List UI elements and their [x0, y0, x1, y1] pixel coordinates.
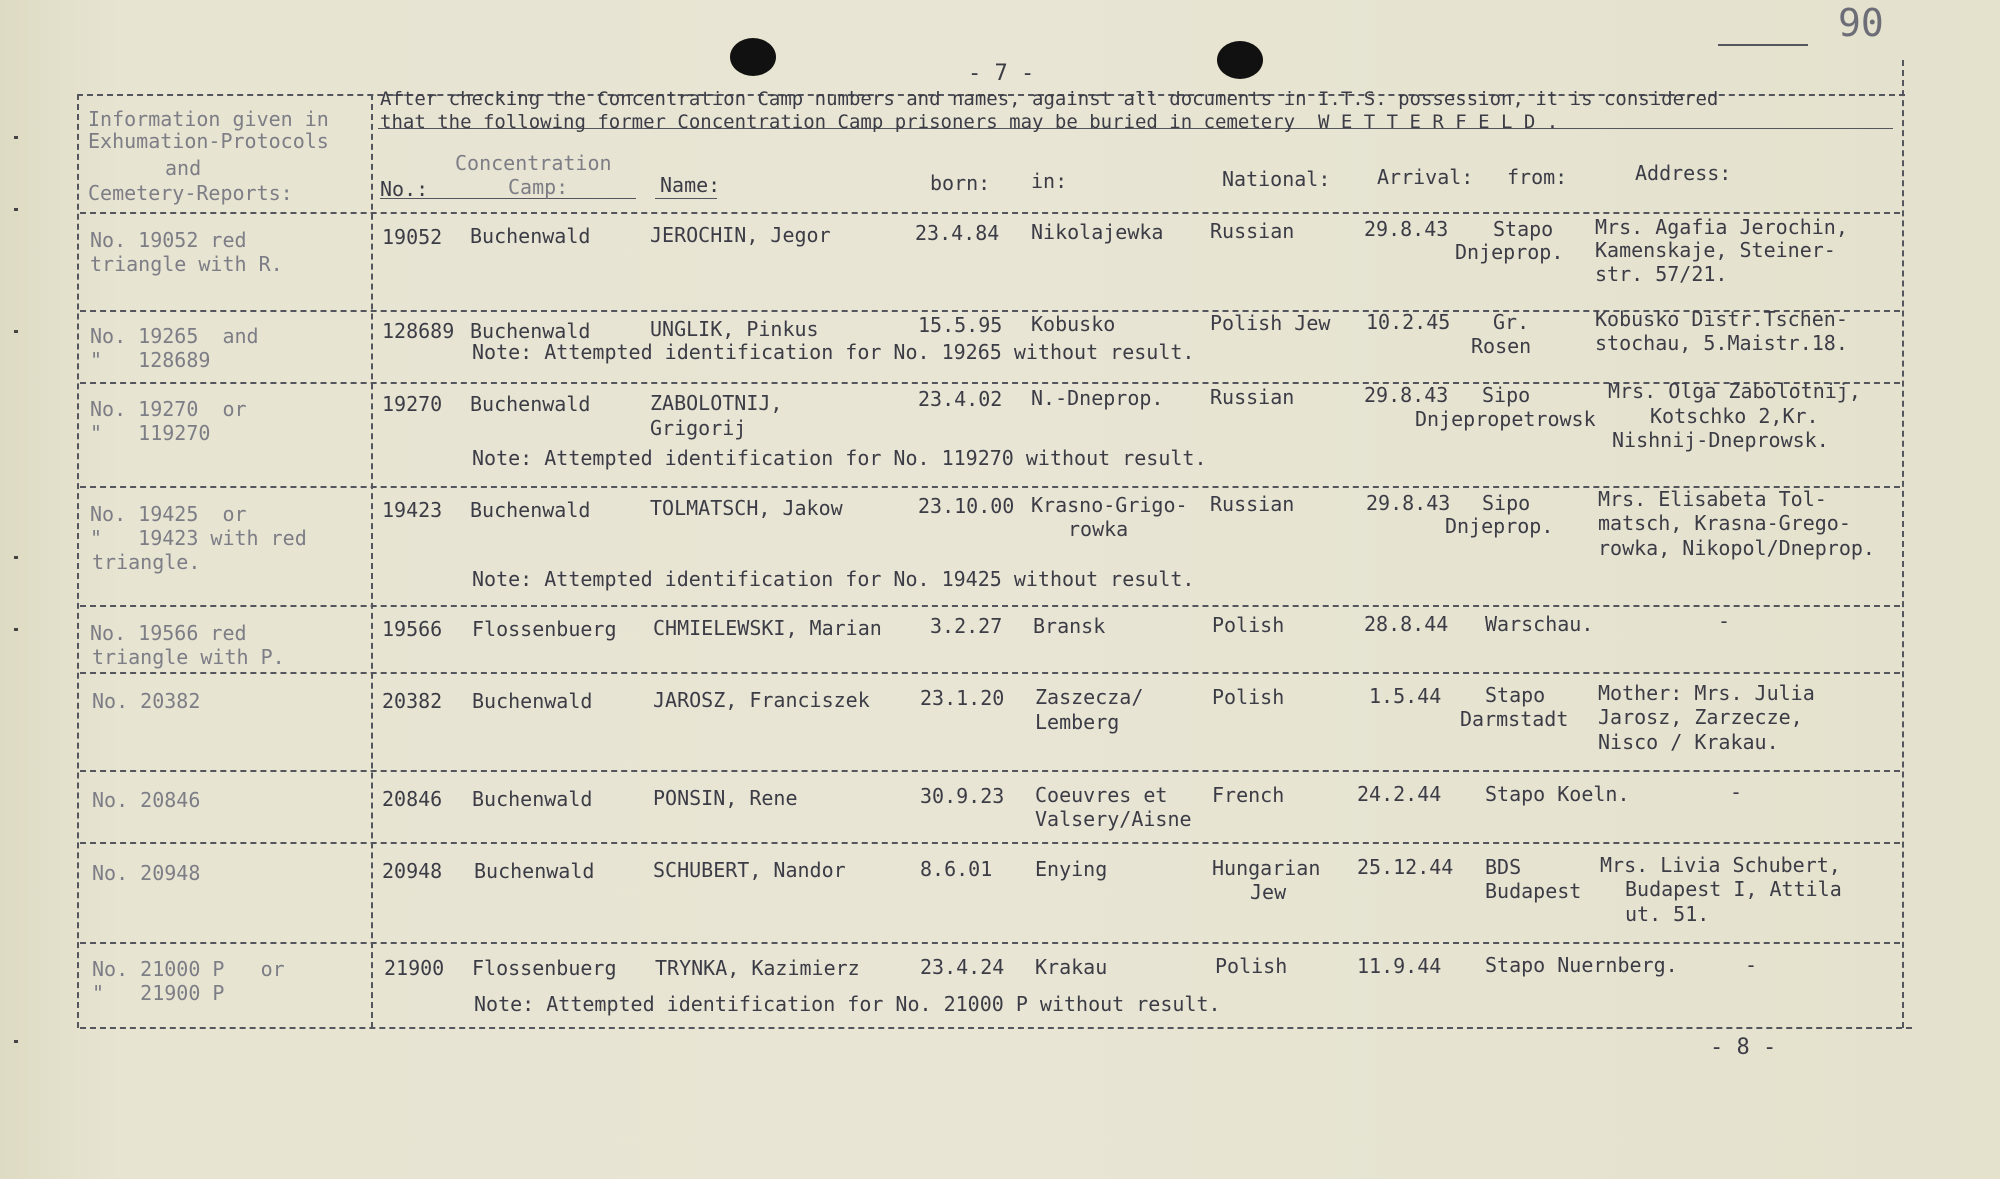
row-born: 15.5.95 [918, 313, 1003, 337]
row-camp: Buchenwald [472, 787, 593, 811]
row-born: 23.1.20 [920, 686, 1005, 710]
row-from: Rosen [1471, 334, 1532, 358]
row-arrival: 25.12.44 [1357, 855, 1454, 879]
row-left-line: " 21900 P [92, 981, 225, 1005]
row-national: Jew [1250, 880, 1287, 904]
row-from: Warschau. [1485, 612, 1594, 636]
column-header-arrival: Arrival: [1377, 165, 1474, 189]
row-left-line: No. 21000 P or [92, 957, 285, 981]
row-address: - [1730, 780, 1743, 804]
margin-tick [14, 1040, 18, 1043]
row-address: - [1718, 609, 1731, 633]
row-address: Nishnij-Dneprowsk. [1612, 428, 1829, 452]
row-left-line: triangle with R. [90, 252, 283, 276]
row-name: TOLMATSCH, Jakow [650, 496, 843, 520]
row-left-line: triangle. [92, 550, 201, 574]
row-in: Valsery/Aisne [1035, 807, 1192, 831]
row-no: 19270 [382, 392, 443, 416]
row-arrival: 28.8.44 [1364, 612, 1449, 636]
row-no: 20846 [382, 787, 443, 811]
row-national: Hungarian [1212, 856, 1321, 880]
row-born: 8.6.01 [920, 857, 993, 881]
row-left-line: " 19423 with red [90, 526, 307, 550]
row-left-line: No. 19052 red [90, 228, 247, 252]
row-arrival: 1.5.44 [1369, 684, 1442, 708]
row-from: Stapo [1493, 217, 1554, 241]
row-address: Mother: Mrs. Julia [1598, 681, 1815, 705]
row-national: Polish [1212, 613, 1285, 637]
row-in: N.-Dneprop. [1031, 386, 1164, 410]
row-left-line: " 128689 [90, 348, 211, 372]
row-address: rowka, Nikopol/Dneprop. [1598, 536, 1875, 560]
row-left-line: " 119270 [90, 421, 211, 445]
row-born: 30.9.23 [920, 784, 1005, 808]
row-arrival: 29.8.43 [1366, 491, 1451, 515]
column-header-address: Address: [1635, 161, 1732, 185]
row-left-line: No. 19566 red [90, 621, 247, 645]
row-camp: Buchenwald [470, 392, 591, 416]
row-national: Russian [1210, 492, 1295, 516]
row-note: Note: Attempted identification for No. 119270 without result. [472, 446, 1207, 470]
row-in: Kobusko [1031, 312, 1116, 336]
column-header-national: National: [1222, 167, 1331, 191]
row-no: 21900 [384, 956, 445, 980]
row-from: Darmstadt [1460, 707, 1569, 731]
row-name: JEROCHIN, Jegor [650, 223, 831, 247]
row-no: 20382 [382, 689, 443, 713]
punch-hole-right [1217, 41, 1263, 79]
row-address: str. 57/21. [1595, 262, 1728, 286]
row-name: Grigorij [650, 416, 747, 440]
column-header-born: born: [930, 171, 991, 195]
row-name: SCHUBERT, Nandor [653, 858, 846, 882]
row-arrival: 29.8.43 [1364, 383, 1449, 407]
margin-tick [14, 330, 18, 333]
page-corner-number: 90 [1838, 1, 1884, 45]
margin-tick [14, 136, 18, 139]
page-number-bottom: - 8 - [1710, 1035, 1777, 1060]
row-address: Kobusko Distr.Tschen- [1595, 307, 1848, 331]
row-in: Coeuvres et [1035, 783, 1168, 807]
left-header-line-1: Information given in [88, 107, 329, 131]
row-address: Budapest I, Attila [1625, 877, 1842, 901]
row-in: Krasno-Grigo- [1031, 493, 1188, 517]
row-address: Nisco / Krakau. [1598, 730, 1779, 754]
column-header-from: from: [1507, 165, 1568, 189]
row-in: Bransk [1033, 614, 1106, 638]
row-born: 23.4.84 [915, 221, 1000, 245]
row-national: French [1212, 783, 1285, 807]
margin-tick [14, 628, 18, 631]
intro-line-1: After checking the Concentration Camp numbers and names, against all documents in I.T.S. possession, it is considered [380, 88, 1719, 110]
row-address: Mrs. Agafia Jerochin, [1595, 215, 1848, 239]
row-no: 19052 [382, 225, 443, 249]
column-header-no: No.: [380, 177, 429, 201]
row-address: stochau, 5.Maistr.18. [1595, 331, 1848, 355]
row-name: TRYNKA, Kazimierz [655, 956, 860, 980]
row-left-line: No. 20948 [92, 861, 201, 885]
row-note: Note: Attempted identification for No. 21000 P without result. [474, 992, 1221, 1016]
row-left-line: No. 20382 [92, 689, 201, 713]
row-left-line: No. 19270 or [90, 397, 247, 421]
row-in: Nikolajewka [1031, 220, 1164, 244]
row-name: CHMIELEWSKI, Marian [653, 616, 882, 640]
row-from: Sipo [1482, 491, 1531, 515]
row-name: UNGLIK, Pinkus [650, 317, 819, 341]
row-arrival: 24.2.44 [1357, 782, 1442, 806]
row-arrival: 10.2.45 [1366, 310, 1451, 334]
row-born: 23.10.00 [918, 494, 1015, 518]
row-camp: Buchenwald [474, 859, 595, 883]
row-national: Russian [1210, 385, 1295, 409]
column-header-camp-top: Concentration [455, 151, 612, 175]
row-name: JAROSZ, Franciszek [653, 688, 870, 712]
row-left-line: No. 20846 [92, 788, 201, 812]
row-from: Gr. [1493, 310, 1530, 334]
column-header-camp: Camp: [508, 175, 569, 199]
row-address: Jarosz, Zarzecze, [1598, 705, 1803, 729]
row-note: Note: Attempted identification for No. 19425 without result. [472, 567, 1195, 591]
punch-hole-left [730, 38, 776, 76]
row-no: 20948 [382, 859, 443, 883]
margin-tick [14, 208, 18, 211]
row-left-line: No. 19265 and [90, 324, 259, 348]
intro-line-2: that the following former Concentration Camp prisoners may be buried in cemetery W E T T E R F E L D . [380, 111, 1559, 133]
row-arrival: 29.8.43 [1364, 217, 1449, 241]
page-number-top: - 7 - [968, 61, 1035, 86]
left-header-line-3: and [165, 156, 202, 180]
row-address: - [1745, 953, 1758, 977]
row-address: Kotschko 2,Kr. [1650, 404, 1819, 428]
row-no: 128689 [382, 319, 455, 343]
row-address: Kamenskaje, Steiner- [1595, 238, 1836, 262]
row-in: Zaszecza/ [1035, 685, 1144, 709]
row-camp: Flossenbuerg [472, 617, 617, 641]
corner-mark-line [1718, 44, 1808, 46]
row-left-line: No. 19425 or [90, 502, 247, 526]
row-in: rowka [1068, 517, 1129, 541]
row-camp: Buchenwald [472, 689, 593, 713]
row-in: Enying [1035, 857, 1108, 881]
column-header-name: Name: [660, 173, 721, 197]
row-born: 23.4.02 [918, 387, 1003, 411]
left-header-line-2: Exhumation-Protocols [88, 129, 329, 153]
row-from: Sipo [1482, 383, 1531, 407]
row-national: Polish [1212, 685, 1285, 709]
row-from: Stapo [1485, 683, 1546, 707]
row-arrival: 11.9.44 [1357, 954, 1442, 978]
row-address: ut. 51. [1625, 902, 1710, 926]
row-address: Mrs. Elisabeta Tol- [1598, 487, 1827, 511]
row-born: 3.2.27 [930, 614, 1003, 638]
row-left-line: triangle with P. [92, 645, 285, 669]
row-name: ZABOLOTNIJ, [650, 391, 783, 415]
row-in: Lemberg [1035, 710, 1120, 734]
row-from: Stapo Koeln. [1485, 782, 1630, 806]
row-national: Polish Jew [1210, 311, 1331, 335]
row-national: Russian [1210, 219, 1295, 243]
row-born: 23.4.24 [920, 955, 1005, 979]
row-camp: Buchenwald [470, 498, 591, 522]
margin-tick [14, 556, 18, 559]
row-no: 19566 [382, 617, 443, 641]
row-from: Stapo Nuernberg. [1485, 953, 1678, 977]
row-address: matsch, Krasna-Grego- [1598, 511, 1851, 535]
row-from: Dnjeprop. [1445, 514, 1554, 538]
row-no: 19423 [382, 498, 443, 522]
row-note: Note: Attempted identification for No. 19265 without result. [472, 340, 1195, 364]
row-from: Dnjeprop. [1455, 240, 1564, 264]
row-camp: Flossenbuerg [472, 956, 617, 980]
row-national: Polish [1215, 954, 1288, 978]
row-from: Dnjepropetrowsk [1415, 407, 1596, 431]
row-address: Mrs. Livia Schubert, [1600, 853, 1841, 877]
column-header-in: in: [1031, 169, 1068, 193]
row-camp: Buchenwald [470, 224, 591, 248]
row-address: Mrs. Olga Zabolotnij, [1608, 379, 1861, 403]
row-from: Budapest [1485, 879, 1582, 903]
row-in: Krakau [1035, 955, 1108, 979]
row-camp: Buchenwald [470, 319, 591, 343]
left-header-line-4: Cemetery-Reports: [88, 181, 293, 205]
row-name: PONSIN, Rene [653, 786, 798, 810]
row-from: BDS [1485, 855, 1522, 879]
